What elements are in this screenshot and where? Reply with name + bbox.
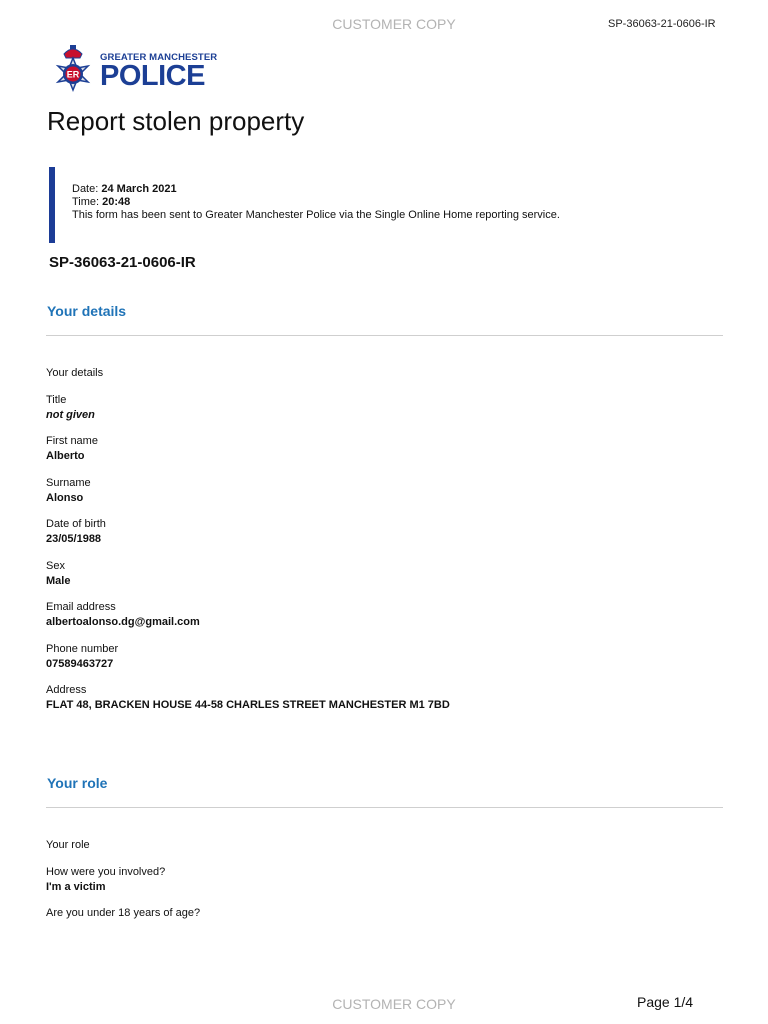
page-number: Page 1/4 <box>637 994 694 1010</box>
field-sex <box>46 559 70 588</box>
field-value: Alonso <box>46 491 84 504</box>
police-logo <box>50 44 220 104</box>
header-copy-label: CUSTOMER COPY <box>332 16 456 32</box>
notice-date <box>72 183 560 196</box>
section-title-your-role: Your role <box>47 775 108 791</box>
field-label: Email address <box>46 601 116 613</box>
field-label: Sex <box>46 560 65 572</box>
field-value: albertoalonso.dg@gmail.com <box>46 615 200 628</box>
section-divider <box>46 335 723 336</box>
field-title <box>46 393 95 422</box>
field-value: not given <box>46 408 95 421</box>
field-date-of-birth <box>46 517 106 546</box>
field-label: First name <box>46 435 98 447</box>
footer-copy-label: CUSTOMER COPY <box>332 996 456 1012</box>
field-label: How were you involved? <box>46 866 166 878</box>
field-surname <box>46 476 91 505</box>
field-label: Phone number <box>46 643 119 655</box>
notice-time <box>72 196 560 209</box>
notice-date-value: 24 March 2021 <box>101 183 177 195</box>
field-label: Address <box>46 684 87 696</box>
reference-number: SP-36063-21-0606-IR <box>49 254 196 271</box>
field-label: Date of birth <box>46 518 106 530</box>
header-reference: SP-36063-21-0606-IR <box>608 18 716 30</box>
section-divider <box>46 807 723 808</box>
subheading-your-details: Your details <box>46 367 104 379</box>
submission-notice <box>49 167 735 243</box>
badge-monogram: ER <box>66 69 80 80</box>
logo-line-2: POLICE <box>100 60 205 92</box>
subheading-your-role: Your role <box>46 839 90 851</box>
field-first-name <box>46 434 98 463</box>
police-badge-icon <box>50 44 96 104</box>
page-title: Report stolen property <box>47 106 305 136</box>
notice-time-label: Time: <box>72 196 103 208</box>
field-phone-number <box>46 642 118 671</box>
field-label: Surname <box>46 477 91 489</box>
field-value: FLAT 48, BRACKEN HOUSE 44-58 CHARLES STREET MANCHESTER M1 7BD <box>46 698 450 711</box>
field-value: Male <box>46 574 71 587</box>
field-label: Title <box>46 394 67 406</box>
notice-message: This form has been sent to Greater Manchester Police via the Single Online Home reporting service. <box>72 209 560 221</box>
notice-date-label: Date: <box>72 183 102 195</box>
field-value: I'm a victim <box>46 880 106 893</box>
section-title-your-details: Your details <box>47 303 127 319</box>
logo-line-1: GREATER MANCHESTER <box>100 52 218 63</box>
field-value: 07589463727 <box>46 657 114 670</box>
notice-time-value: 20:48 <box>102 196 131 208</box>
field-email-address <box>46 600 200 629</box>
field-value: 23/05/1988 <box>46 532 102 545</box>
question-under-18: Are you under 18 years of age? <box>46 907 201 919</box>
field-value: Alberto <box>46 449 85 462</box>
field-involvement <box>46 865 165 894</box>
field-address <box>46 683 450 712</box>
